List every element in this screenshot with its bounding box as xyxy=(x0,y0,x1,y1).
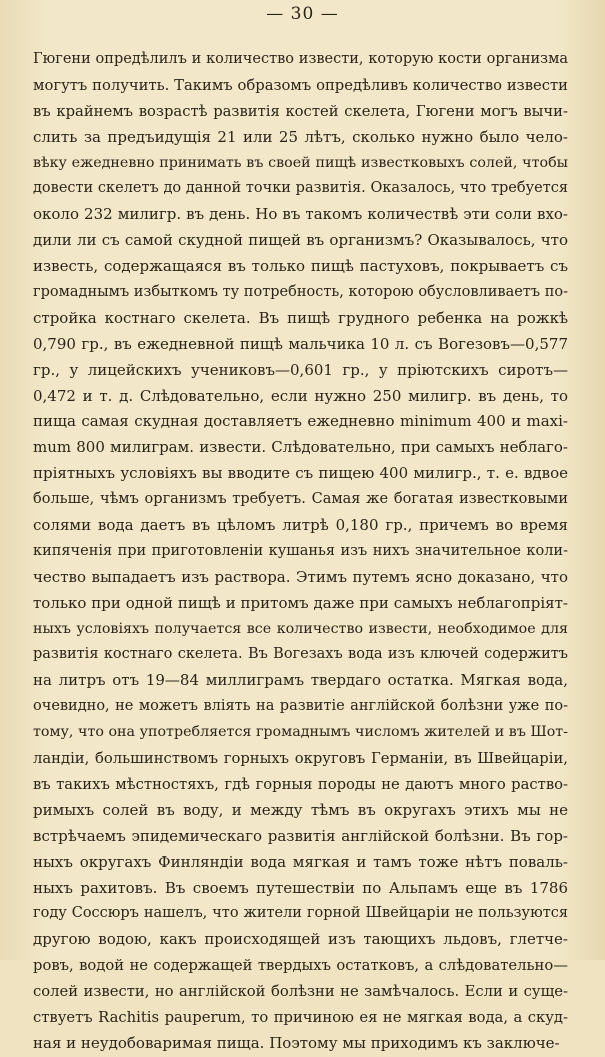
text-line: ствуетъ Rachitis pauperum, то причиною ея не мягкая вода, а скуд- xyxy=(33,1008,568,1026)
text-line: вѣку ежедневно принимать въ своей пищѣ известковыхъ солей, чтобы xyxy=(33,154,568,171)
text-line: ныхъ округахъ Финляндіи вода мягкая и тамъ тоже нѣтъ поваль- xyxy=(33,852,568,871)
text-line: въ крайнемъ возрастѣ развитія костей скелета, Гюгени могъ вычи- xyxy=(33,102,568,120)
text-line: Гюгени опредѣлилъ и количество извести, которую кости организма xyxy=(33,51,568,67)
text-line: довести скелетъ до данной точки развитія. Оказалось, что требуется xyxy=(33,180,568,197)
text-line: 0,790 гр., въ ежедневной пищѣ мальчика 10 л. съ Вогезовъ—0,577 xyxy=(33,334,568,353)
text-line: развитія костнаго скелета. Въ Вогезахъ вода изъ ключей содержитъ xyxy=(33,646,568,663)
text-line: mum 800 милиграм. извести. Слѣдовательно, при самыхъ неблаго- xyxy=(33,438,568,457)
text-line: кипяченія при приготовленіи кушанья изъ нихъ значительное коли- xyxy=(33,542,568,559)
text-line: на литръ отъ 19—84 миллиграмъ твердаго остатка. Мягкая вода, xyxy=(33,671,568,690)
text-line: могутъ получить. Такимъ образомъ опредѣливъ количество извести xyxy=(33,76,568,94)
text-line: 0,472 и т. д. Слѣдовательно, если нужно 250 милигр. въ день, то xyxy=(33,386,568,405)
text-line: тому, что она употребляется громаднымъ числомъ жителей и въ Шот- xyxy=(33,724,568,741)
text-line: году Соссюръ нашелъ, что жители горной Швейцаріи не пользуются xyxy=(33,905,568,922)
text-line: больше, чѣмъ организмъ требуетъ. Самая же богатая известковыми xyxy=(33,491,568,508)
text-line: гр., у лицейскихъ учениковъ—0,601 гр., у пріютскихъ сиротъ— xyxy=(33,360,568,379)
text-line: ландіи, большинствомъ горныхъ округовъ Германіи, въ Швейцаріи, xyxy=(33,750,568,768)
text-line: пріятныхъ условіяхъ вы вводите съ пищею 400 милигр., т. е. вдвое xyxy=(33,464,568,483)
text-line: очевидно, не можетъ вліять на развитіе англійской болѣзни уже по- xyxy=(33,698,568,715)
text-line: римыхъ солей въ воду, и между тѣмъ въ округахъ этихъ мы не xyxy=(33,800,568,819)
text-line: ныхъ рахитовъ. Въ своемъ путешествіи по Альпамъ еще въ 1786 xyxy=(33,878,568,897)
body-text xyxy=(33,47,568,1057)
text-line: стройка костнаго скелета. Въ пищѣ грудного ребенка на рожкѣ xyxy=(33,308,568,327)
text-line: около 232 милигр. въ день. Но въ такомъ количествѣ эти соли вхо- xyxy=(33,205,568,224)
text-line: другою водою, какъ происходящей изъ тающихъ льдовъ, глетче- xyxy=(33,930,568,949)
text-line: слить за предъидущія 21 или 25 лѣтъ, сколько нужно было чело- xyxy=(33,127,568,146)
text-line: чество выпадаетъ изъ раствора. Этимъ путемъ ясно доказано, что xyxy=(33,567,568,586)
text-line: ная и неудобоваримая пища. Поэтому мы приходимъ къ заключе- xyxy=(33,1033,560,1052)
text-line: известь, содержащаяся въ только пищѣ пастуховъ, покрываетъ съ xyxy=(33,257,568,276)
text-line: только при одной пищѣ и притомъ даже при самыхъ неблагопріят- xyxy=(33,593,568,612)
text-line: громаднымъ избыткомъ ту потребность, которою обусловливаетъ по- xyxy=(33,284,568,301)
text-line: въ такихъ мѣстностяхъ, гдѣ горныя породы не даютъ много раство- xyxy=(33,775,568,793)
text-line: дили ли съ самой скудной пищей въ организмъ? Оказывалось, что xyxy=(33,231,568,250)
text-line: ровъ, водой не содержащей твердыхъ остатковъ, а слѣдовательно— xyxy=(33,957,568,975)
text-line: солей извести, но англійской болѣзни не замѣчалось. Если и суще- xyxy=(33,983,568,1001)
page-number: — 30 — xyxy=(266,4,339,24)
text-line: встрѣчаемъ эпидемическаго развитія англійской болѣзни. Въ гор- xyxy=(33,826,568,845)
text-line: солями вода даетъ въ цѣломъ литрѣ 0,180 гр., причемъ во время xyxy=(33,516,568,535)
text-line: пища самая скудная доставляетъ ежедневно minimum 400 и maxi- xyxy=(33,412,568,431)
text-line: ныхъ условіяхъ получается все количество извести, необходимое для xyxy=(33,620,568,637)
